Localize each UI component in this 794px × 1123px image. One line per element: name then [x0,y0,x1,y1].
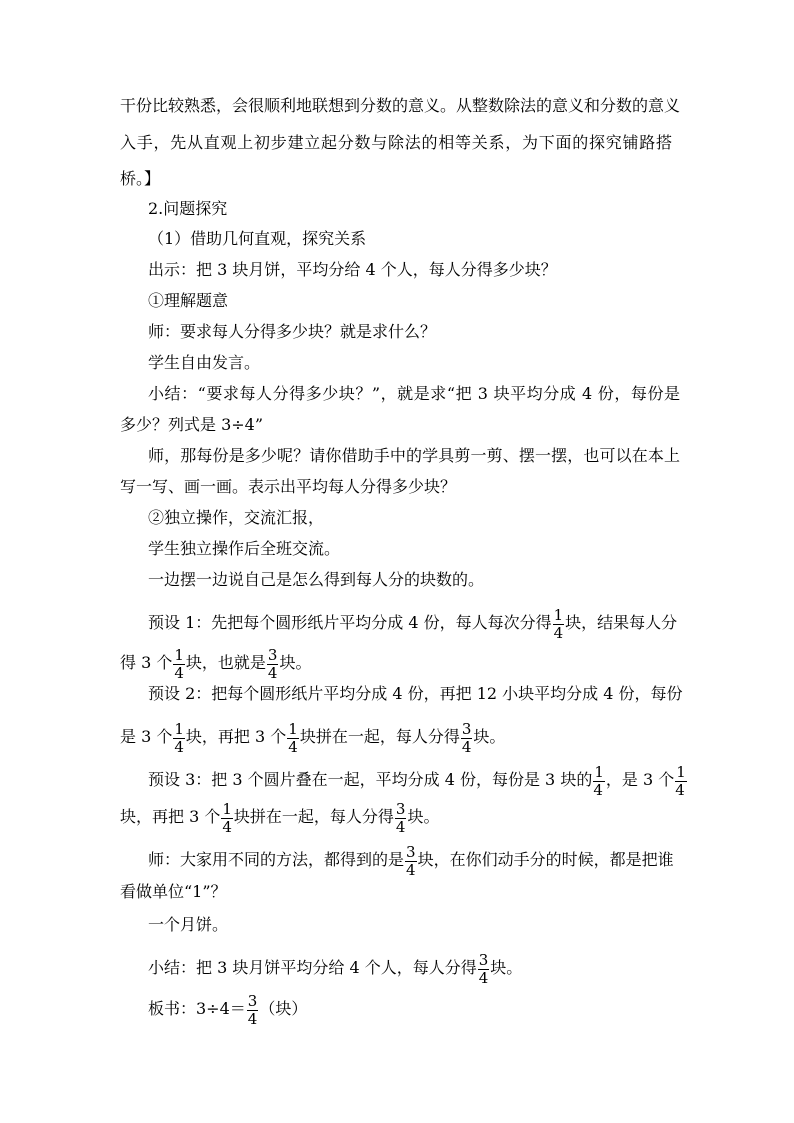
text-run: 块，也就是 [185,653,266,672]
text-line: 学生独立操作后全班交流。 [148,539,341,558]
text-line: 看做单位“1”？ [120,882,227,901]
fraction-numerator: 1 [222,800,232,818]
fraction-numerator: 3 [461,720,472,738]
text-run: 块，在你们动手分的时候，都是把谁 [417,850,674,869]
fraction-denominator: 4 [593,781,603,799]
fraction-denominator: 4 [174,664,184,682]
fraction-numerator: 1 [174,646,184,664]
fraction-numerator: 3 [267,646,278,664]
text-line: 桥。】 [120,169,161,188]
text-run: ，是 3 个 [605,770,675,789]
text-line: ①理解题意 [148,291,229,310]
text-run: 块。 [407,807,440,826]
fraction [478,952,490,987]
text-line [120,646,680,682]
fraction-denominator: 4 [288,738,298,756]
fraction [593,764,605,799]
fraction [395,801,407,836]
text-line [148,951,680,987]
fraction-denominator: 4 [478,969,489,987]
text-line [120,800,680,836]
text-run: 预设 3：把 3 个圆片叠在一起，平均分成 4 份，每份是 3 块的 [148,770,593,789]
text-line: 师：要求每人分得多少块？就是求什么？ [148,322,437,341]
fraction-denominator: 4 [222,818,232,836]
fraction [267,647,279,682]
fraction-numerator: 3 [395,800,406,818]
text-run: 预设 1：先把每个圆形纸片平均分成 4 份，每人每次分得 [148,613,552,632]
text-line [148,606,680,642]
text-line: 预设 2：把每个圆形纸片平均分成 4 份，再把 12 小块平均分成 4 份，每份 [148,684,683,703]
text-line: 入手，先从直观上初步建立起分数与除法的相等关系，为下面的探究铺路搭 [120,133,672,152]
text-line: 出示：把 3 块月饼，平均分给 4 个人，每人分得多少块？ [148,260,557,279]
text-line: 一个月饼。 [148,915,229,934]
fraction-denominator: 4 [174,738,184,756]
fraction-denominator: 4 [406,861,416,879]
fraction [675,764,687,799]
fraction-denominator: 4 [267,664,278,682]
text-run: 是 3 个 [120,727,173,746]
text-line: 一边摆一边说自己是怎么得到每人分的块数的。 [148,570,485,589]
text-line: 写一写、画一画。表示出平均每人分得多少块？ [120,477,457,496]
text-line: 干份比较熟悉，会很顺利地联想到分数的意义。从整数除法的意义和分数的意义 [120,96,681,115]
text-run: 块。 [490,958,523,977]
subsection-heading: （1）借助几何直观，探究关系 [148,229,367,248]
fraction-numerator: 1 [594,763,604,781]
fraction [247,993,259,1028]
fraction-denominator: 4 [461,738,472,756]
fraction [405,844,417,879]
section-heading: 2.问题探究 [148,199,228,218]
fraction-numerator: 1 [676,763,686,781]
fraction [221,801,233,836]
text-run: 小结：把 3 块月饼平均分给 4 个人，每人分得 [148,958,477,977]
text-line [148,763,686,799]
board-writing [148,992,680,1028]
text-run: 得 3 个 [120,653,173,672]
fraction-denominator: 4 [395,818,406,836]
fraction-numerator: 3 [406,843,416,861]
fraction-numerator: 1 [288,720,298,738]
fraction [461,721,473,756]
text-line: ②独立操作，交流汇报， [148,508,325,527]
fraction [553,607,565,642]
fraction [173,721,185,756]
text-line: 学生自由发言。 [148,353,261,372]
fraction-denominator: 4 [553,624,564,642]
fraction-numerator: 3 [247,992,258,1010]
text-line: 师，那每份是多少呢？请你借助手中的学具剪一剪、摆一摆，也可以在本上 [148,446,680,465]
fraction-denominator: 4 [247,1010,258,1028]
text-run: 块拼在一起，每人分得 [299,727,460,746]
text-line [148,843,680,879]
fraction [287,721,299,756]
fraction-numerator: 3 [478,951,489,969]
fraction-numerator: 1 [553,606,564,624]
text-run: （块） [259,999,308,1018]
text-run: 板书：3÷4＝ [148,999,246,1018]
text-run: 块拼在一起，每人分得 [233,807,394,826]
text-line: 小结：“要求每人分得多少块？”，就是求“把 3 块平均分成 4 份，每份是 [148,384,680,403]
fraction [173,647,185,682]
text-run: 块，再把 3 个 [185,727,287,746]
text-line [120,720,680,756]
fraction-denominator: 4 [675,781,685,799]
text-run: 块，结果每人分 [565,613,678,632]
fraction-numerator: 1 [174,720,184,738]
text-run: 块。 [473,727,506,746]
text-run: 块，再把 3 个 [120,807,221,826]
text-run: 块。 [279,653,312,672]
text-line: 多少？列式是 3÷4” [120,415,264,434]
text-run: 师：大家用不同的方法，都得到的是 [148,850,405,869]
